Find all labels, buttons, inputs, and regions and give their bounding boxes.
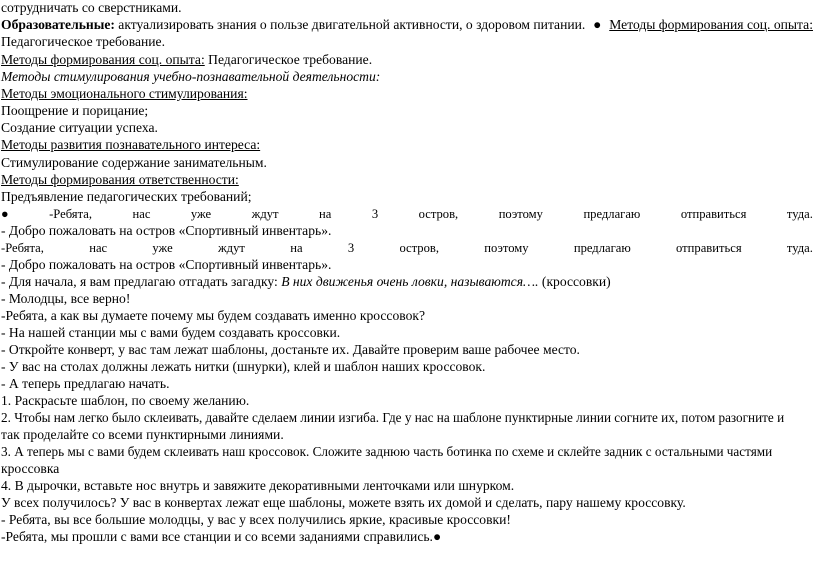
text-line [1, 69, 813, 85]
text: У всех получилось? У вас в конвертах лежат еще шаблоны, можете взять их домой и сделать, пару нашему кроссовку. [1, 495, 686, 510]
text: - У вас на столах должны лежать нитки (шнурки), клей и шаблон наших кроссовок. [1, 359, 486, 374]
word: отправиться [676, 241, 742, 255]
text-line-justified [1, 206, 813, 222]
text: 2. Чтобы нам легко было склеивать, давайте сделаем линии изгиба. Где у нас на шаблоне пунктирные линии согните их, потом разогните и [1, 410, 785, 425]
text-line [1, 478, 813, 494]
text-line [1, 120, 813, 136]
word: предлагаю [573, 241, 631, 255]
word: -Ребята, [1, 241, 44, 255]
text-line [1, 155, 813, 171]
text: Стимулирование содержание занимательным. [1, 155, 267, 170]
bullet-icon: ● [1, 207, 9, 221]
text-line-objectives [1, 17, 813, 33]
text-line [1, 189, 813, 205]
text: Предъявление педагогических требований; [1, 189, 252, 204]
bullet-icon: ● [432, 529, 442, 544]
text: (кроссовки) [538, 274, 611, 289]
text: 4. В дырочки, вставьте нос внутрь и завяжите декоративными ленточками или шнурком. [1, 478, 515, 493]
text: - Откройте конверт, у вас там лежат шаблоны, достаньте их. Давайте проверим ваше рабочее место. [1, 342, 580, 357]
text: - Добро пожаловать на остров «Спортивный инвентарь». [1, 257, 332, 272]
text-line [1, 257, 813, 273]
text-line [1, 172, 813, 188]
text-line [1, 393, 813, 409]
text-line [1, 308, 813, 324]
italic-heading: Методы стимулирования учебно-познавательной деятельности: [1, 69, 381, 84]
text: так проделайте со всеми пунктирными линиями. [1, 427, 284, 442]
methods-heading: Методы формирования соц. опыта: [1, 52, 205, 67]
objectives-label: Образовательные: [1, 17, 115, 32]
text: -Ребята, мы прошли с вами все станции и со всеми заданиями справились. [1, 529, 433, 544]
text: 3. А теперь мы с вами будем склеивать наш кроссовок. Сложите заднюю часть ботинка по схеме и склейте задник с остальными частями [1, 444, 773, 459]
text-line [1, 444, 813, 460]
text: - А теперь предлагаю начать. [1, 376, 170, 391]
text-line [1, 427, 813, 443]
text: Педагогическое требование. [204, 52, 373, 67]
methods-heading: Методы формирования ответственности: [1, 172, 239, 187]
word: уже [152, 241, 173, 255]
methods-heading: Методы формирования соц. опыта: [609, 17, 813, 32]
text-line [1, 52, 813, 68]
text: Создание ситуации успеха. [1, 120, 158, 135]
word: уже [190, 207, 212, 221]
word: туда. [786, 241, 813, 255]
text-line [1, 137, 813, 153]
word: отправиться [680, 207, 747, 221]
text-line [1, 359, 813, 375]
text-line [1, 529, 813, 545]
text-line [1, 342, 813, 358]
text-line [1, 376, 813, 392]
word: 3 [347, 241, 355, 255]
methods-heading: Методы эмоционального стимулирования: [1, 86, 248, 101]
text: - Для начала, я вам предлагаю отгадать загадку: [1, 274, 282, 289]
text-line [1, 325, 813, 341]
bullet-icon: ● [593, 17, 602, 32]
word: на [319, 207, 332, 221]
text-line [1, 86, 813, 102]
text-line [1, 223, 813, 239]
text-line [1, 0, 813, 16]
text: - Добро пожаловать на остров «Спортивный инвентарь». [1, 223, 332, 238]
word: ждут [217, 241, 245, 255]
word: остров, [418, 207, 459, 221]
text-line [1, 291, 813, 307]
text-line-riddle [1, 274, 813, 290]
text: Поощрение и порицание; [1, 103, 149, 118]
word: поэтому [498, 207, 543, 221]
riddle-text: В них движенья очень ловки, называются…. [281, 274, 539, 289]
text: -Ребята, а как вы думаете почему мы будем создавать именно кроссовок? [1, 308, 426, 323]
word: -Ребята, [49, 207, 92, 221]
text: - Молодцы, все верно! [1, 291, 131, 306]
objectives-sentence [1, 17, 585, 33]
word: нас [89, 241, 108, 255]
text-line-justified [1, 240, 813, 256]
text-line [1, 461, 813, 477]
methods-heading: Методы развития познавательного интереса: [1, 137, 261, 152]
text: сотрудничать со сверстниками. [1, 0, 182, 15]
objectives-text: актуализировать знания о пользе двигательной активности, о здоровом питании. [114, 17, 586, 32]
word: 3 [371, 207, 379, 221]
text-line [1, 34, 813, 50]
word: остров, [399, 241, 439, 255]
word: предлагаю [583, 207, 641, 221]
word: нас [132, 207, 151, 221]
text: - На нашей станции мы с вами будем создавать кроссовки. [1, 325, 341, 340]
text: кроссовка [1, 461, 60, 476]
text-line [1, 512, 813, 528]
word: туда. [786, 207, 813, 221]
text-line [1, 103, 813, 119]
text: Педагогическое требование. [1, 34, 165, 49]
word: ждут [251, 207, 279, 221]
word: поэтому [484, 241, 529, 255]
word: на [290, 241, 303, 255]
text: 1. Раскрасьте шаблон, по своему желанию. [1, 393, 250, 408]
text-line [1, 410, 813, 426]
text-line [1, 495, 813, 511]
text: - Ребята, вы все большие молодцы, у вас у всех получились яркие, красивые кроссовки! [1, 512, 511, 527]
